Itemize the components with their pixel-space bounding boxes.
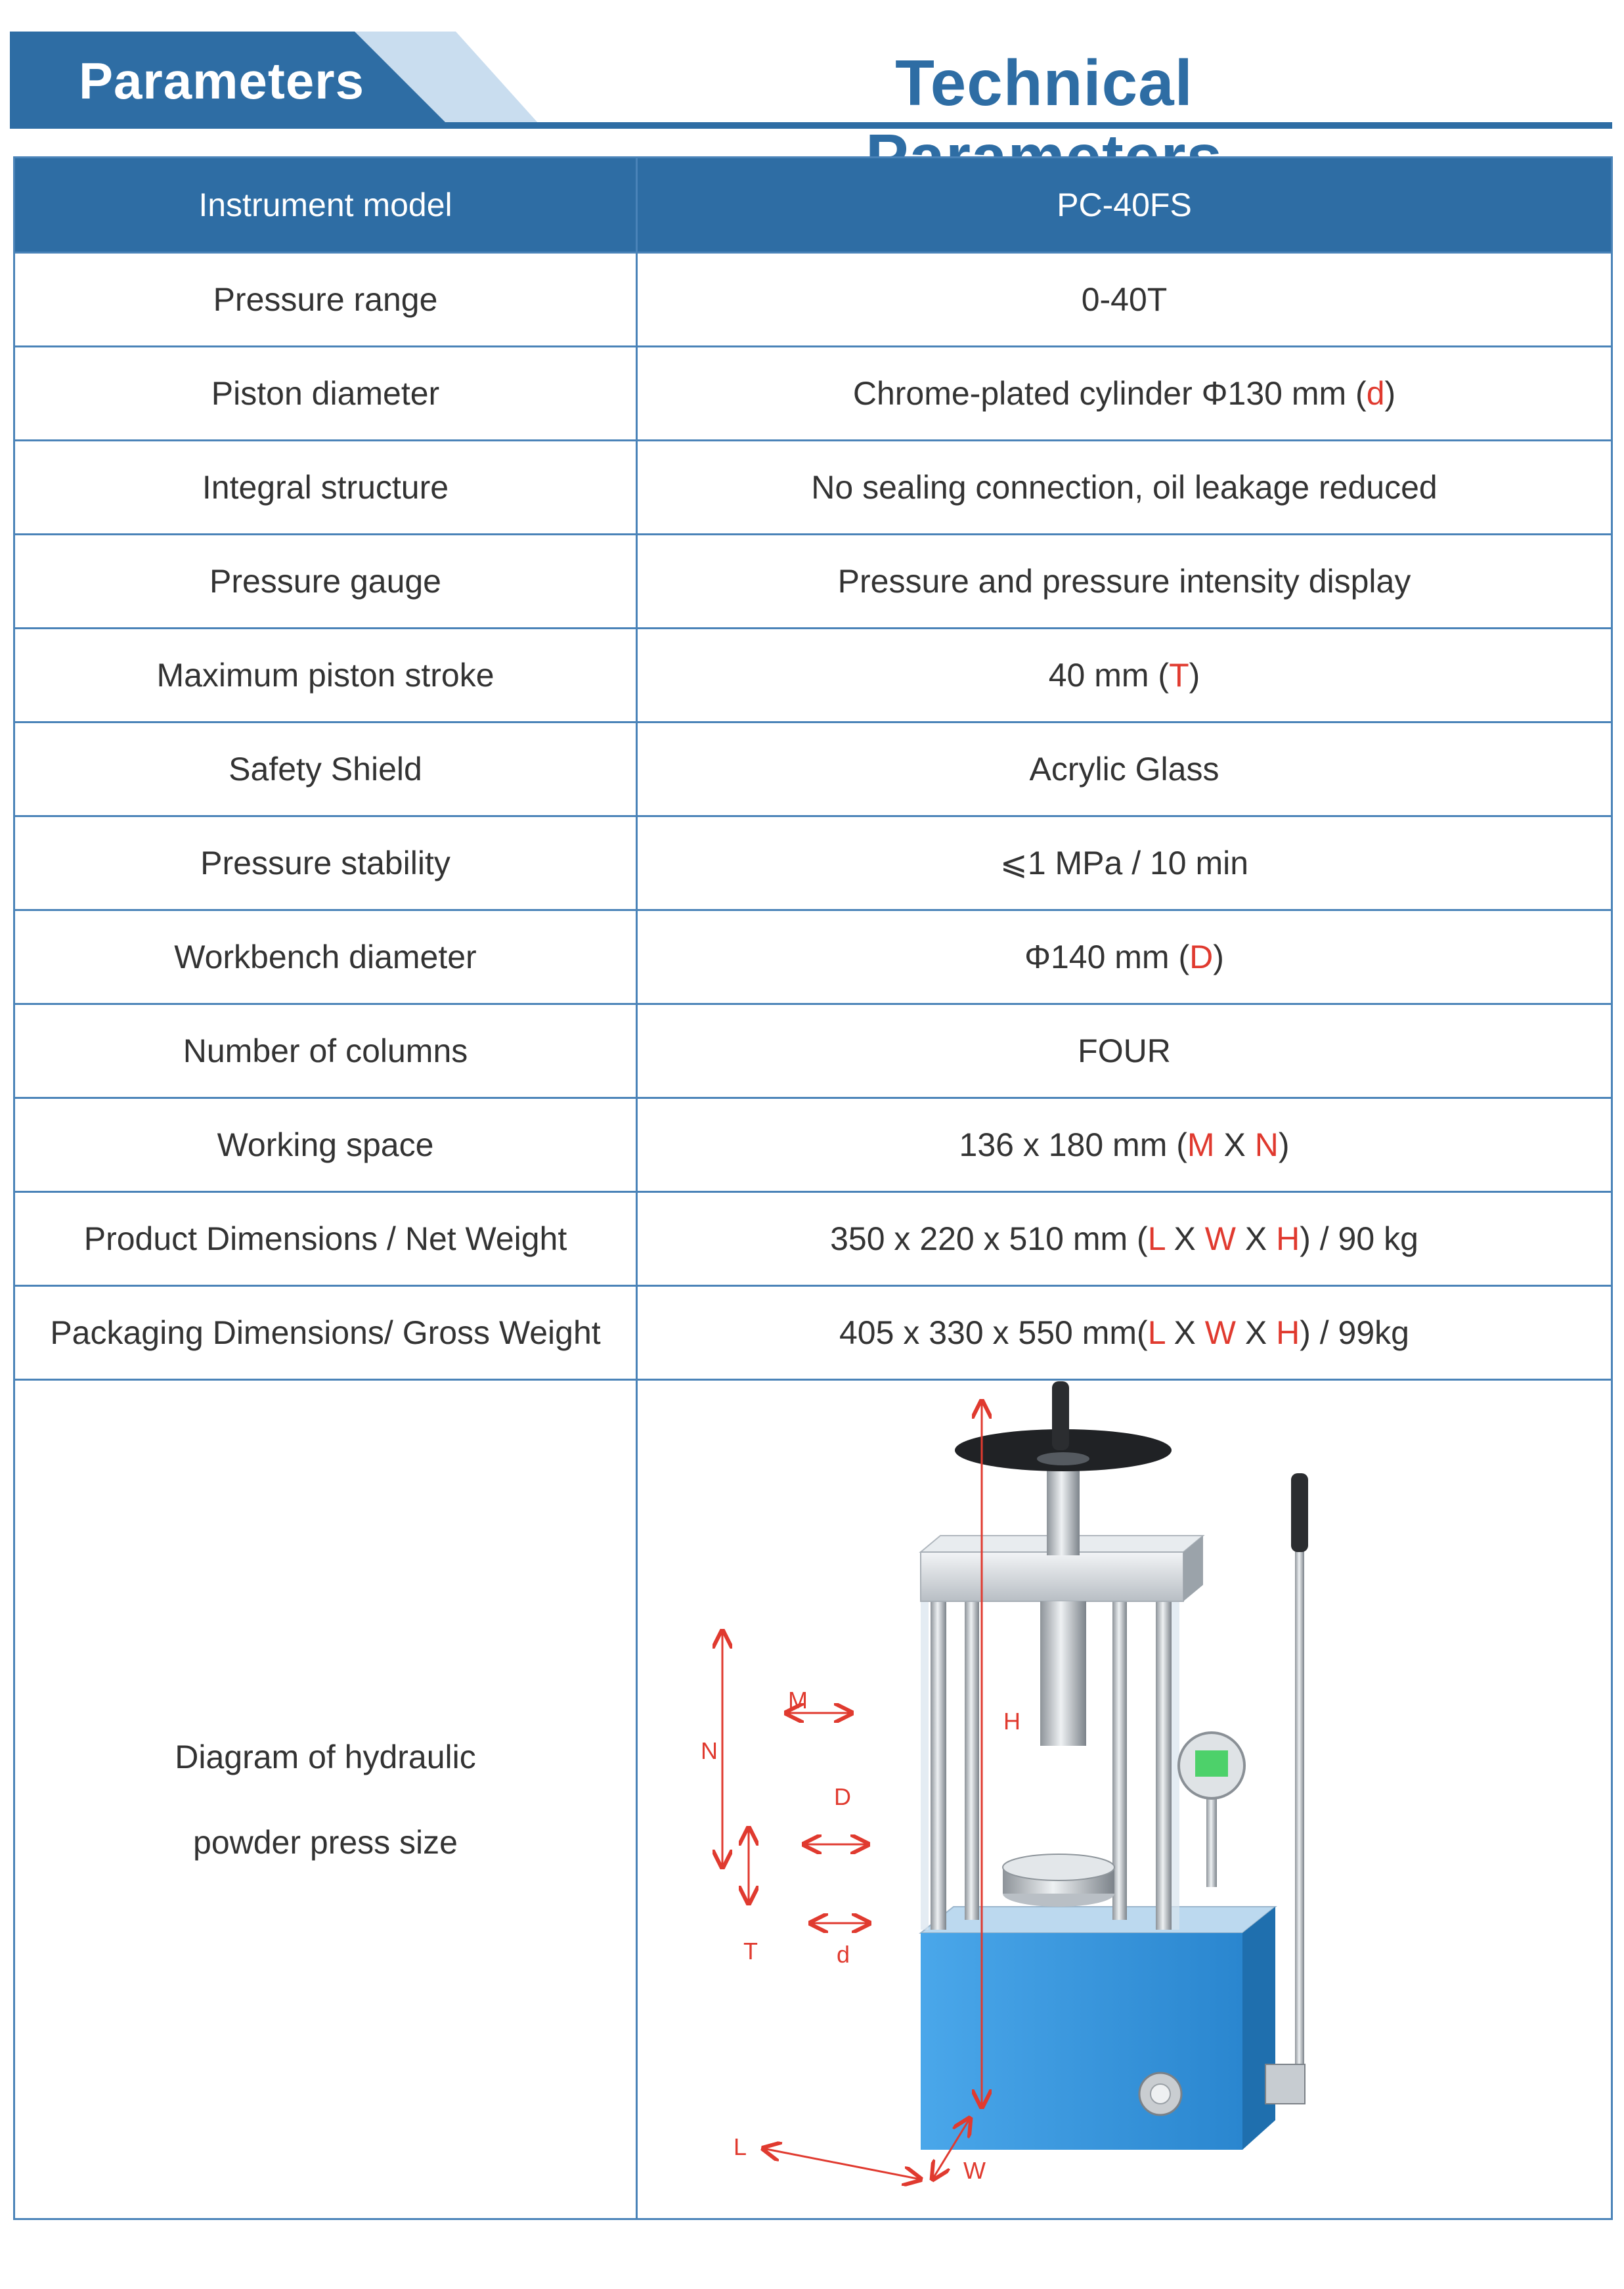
- value-text: ): [1384, 375, 1396, 412]
- dim-letter: H: [1276, 1220, 1300, 1257]
- value-text: X: [1214, 1126, 1255, 1163]
- dim-letter: L: [1147, 1220, 1165, 1257]
- value-text: Chrome-plated cylinder Φ130 mm (: [852, 375, 1367, 412]
- row-value: 0-40T: [637, 253, 1612, 347]
- value-text: 350 x 220 x 510 mm (: [830, 1220, 1148, 1257]
- value-text: ): [1189, 657, 1200, 694]
- row-label: Maximum piston stroke: [14, 629, 637, 722]
- value-text: ): [1213, 939, 1224, 975]
- value-text: ) / 90 kg: [1300, 1220, 1418, 1257]
- dim-letter: L: [1147, 1314, 1165, 1351]
- dim-label-d-upper: D: [834, 1783, 851, 1810]
- table-row: [14, 1004, 1612, 1098]
- diagram-cell: [637, 1380, 1612, 2219]
- header-label: Instrument model: [14, 158, 637, 253]
- row-value: Pressure and pressure intensity display: [637, 535, 1612, 629]
- diagram-label-line: powder press size: [193, 1823, 458, 1861]
- dim-label-n: N: [701, 1737, 718, 1764]
- value-text: 136 x 180 mm (: [959, 1126, 1187, 1163]
- dim-letter: H: [1276, 1314, 1300, 1351]
- row-label: Piston diameter: [14, 347, 637, 441]
- header-tab-label: Parameters: [79, 52, 364, 110]
- row-value: FOUR: [637, 1004, 1612, 1098]
- hydraulic-press-diagram: [638, 1381, 1613, 2217]
- diagram-row: [14, 1380, 1612, 2219]
- page-title: Technical: [895, 47, 1193, 119]
- row-label: Pressure gauge: [14, 535, 637, 629]
- dim-label-l: L: [734, 2133, 747, 2160]
- row-label: Packaging Dimensions/ Gross Weight: [14, 1286, 637, 1380]
- machine-base: [921, 1907, 1275, 2150]
- table-row: [14, 535, 1612, 629]
- table-row: [14, 1192, 1612, 1286]
- dim-letter: T: [1169, 657, 1189, 694]
- dim-letter: N: [1254, 1126, 1279, 1163]
- value-text: ) / 99kg: [1300, 1314, 1409, 1351]
- dim-letter: M: [1187, 1126, 1215, 1163]
- row-label: Working space: [14, 1098, 637, 1192]
- row-label: Product Dimensions / Net Weight: [14, 1192, 637, 1286]
- table-row: [14, 816, 1612, 910]
- row-label: Safety Shield: [14, 722, 637, 816]
- table-row: [14, 629, 1612, 722]
- diagram-label: [14, 1380, 637, 2219]
- value-text: X: [1164, 1314, 1205, 1351]
- table-row: [14, 1098, 1612, 1192]
- table-row: [14, 722, 1612, 816]
- header-divider: [10, 122, 1612, 129]
- table-header-row: [14, 158, 1612, 253]
- table-row: [14, 347, 1612, 441]
- value-text: X: [1235, 1220, 1277, 1257]
- row-value: No sealing connection, oil leakage reduced: [637, 441, 1612, 535]
- row-value: [637, 1098, 1612, 1192]
- value-text: 405 x 330 x 550 mm(: [839, 1314, 1148, 1351]
- table-row: [14, 910, 1612, 1004]
- workbench-platen: [1003, 1854, 1114, 1907]
- dim-label-w: W: [963, 2157, 986, 2184]
- row-value: ⩽1 MPa / 10 min: [637, 816, 1612, 910]
- parameters-table: [13, 156, 1613, 2220]
- dim-label-t: T: [743, 1938, 758, 1965]
- dim-letter: W: [1204, 1314, 1236, 1351]
- dim-letter: W: [1204, 1220, 1236, 1257]
- dim-letter: D: [1189, 939, 1214, 975]
- value-text: ): [1278, 1126, 1290, 1163]
- row-value: [637, 347, 1612, 441]
- dim-label-h: H: [1003, 1708, 1020, 1735]
- row-value: [637, 629, 1612, 722]
- row-value: Acrylic Glass: [637, 722, 1612, 816]
- value-text: X: [1235, 1314, 1277, 1351]
- dim-label-d-lower: d: [837, 1941, 850, 1968]
- row-label: Workbench diameter: [14, 910, 637, 1004]
- pressure-gauge-icon: [1179, 1733, 1244, 1887]
- row-value: [637, 910, 1612, 1004]
- dim-label-m: M: [788, 1687, 808, 1714]
- value-text: Φ140 mm (: [1024, 939, 1190, 975]
- dim-letter: d: [1366, 375, 1385, 412]
- table-row: [14, 1286, 1612, 1380]
- diagram-label-line: Diagram of hydraulic: [175, 1738, 476, 1775]
- row-value: [637, 1192, 1612, 1286]
- row-label: Integral structure: [14, 441, 637, 535]
- value-text: 40 mm (: [1048, 657, 1170, 694]
- value-text: X: [1164, 1220, 1205, 1257]
- row-value: [637, 1286, 1612, 1380]
- row-label: Number of columns: [14, 1004, 637, 1098]
- row-label: Pressure stability: [14, 816, 637, 910]
- table-row: [14, 441, 1612, 535]
- row-label: Pressure range: [14, 253, 637, 347]
- table-row: [14, 253, 1612, 347]
- header-value: PC-40FS: [637, 158, 1612, 253]
